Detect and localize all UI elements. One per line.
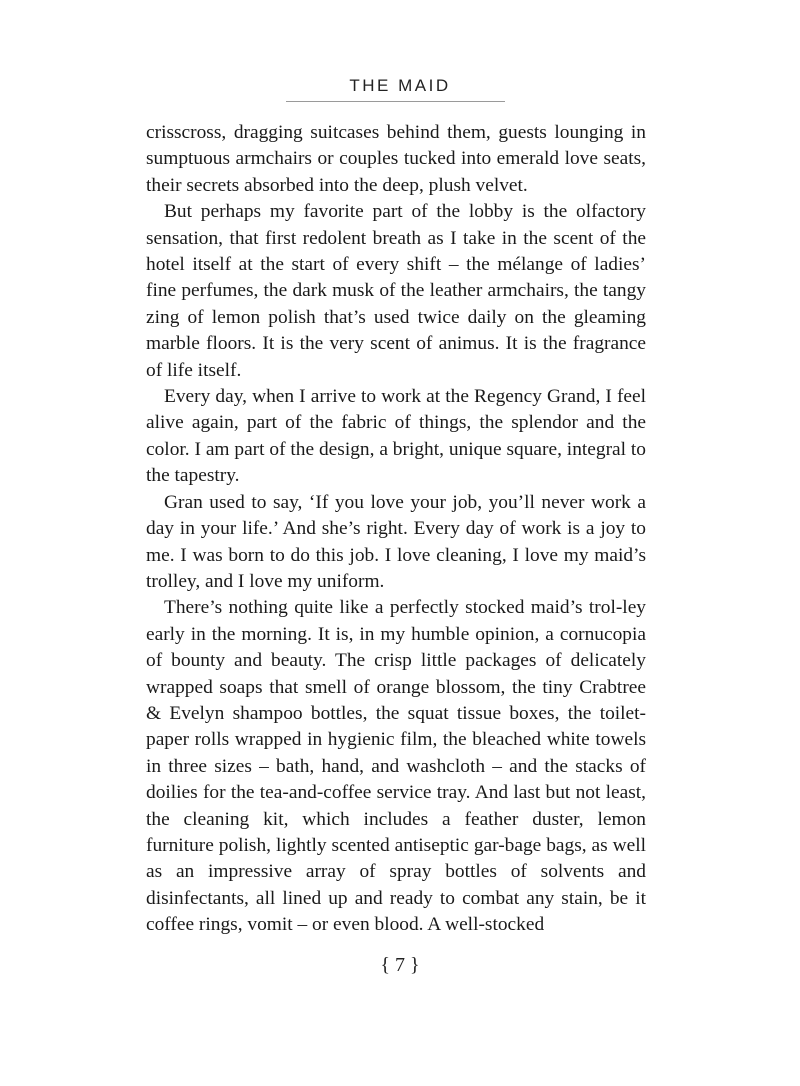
paragraph-2: But perhaps my favorite part of the lobby is the olfactory sensation, that first redolent breath as I take in the scent of the hotel itself at the start of every shift – the mélange of ladies’ fine perfumes, the dark musk of the leather armchairs, the tangy zing of lemon polish that’s used twice daily on the gleaming marble floors. It is the very scent of animus. It is the fragrance of life itself.	[146, 201, 646, 381]
body-text	[146, 120, 646, 939]
paragraph-3: Every day, when I arrive to work at the Regency Grand, I feel alive again, part of the fabric of things, the splendor and the color. I am part of the design, a bright, unique square, integral to the tapestry.	[146, 386, 646, 487]
header-rule	[286, 101, 505, 102]
paragraph-5: There’s nothing quite like a perfectly stocked maid’s trol-ley early in the morning. It is, in my humble opinion, a cornucopia of bounty and beauty. The crisp little packages of delicately wrapped soaps that smell of orange blossom, the tiny Crabtree & Evelyn shampoo bottles, the squat tissue boxes, the toilet-paper rolls wrapped in hygienic film, the bleached white towels in three sizes – bath, hand, and washcloth – and the stacks of doilies for the tea-and-coffee service tray. And last but not least, the cleaning kit, which includes a feather duster, lemon furniture polish, lightly scented antiseptic gar-bage bags, as well as an impressive array of spray bottles of solvents and disinfectants, all lined up and ready to combat any stain, be it coffee rings, vomit – or even blood. A well-stocked	[146, 597, 646, 936]
paragraph-4: Gran used to say, ‘If you love your job, you’ll never work a day in your life.’ And she’s right. Every day of work is a joy to me. I was born to do this job. I love cleaning, I love my maid’s trolley, and I love my uniform.	[146, 491, 646, 592]
running-head-title: THE MAID	[349, 76, 451, 95]
paragraph-1: crisscross, dragging suitcases behind them, guests lounging in sumptuous armchairs or couples tucked into emerald love seats, their secrets absorbed into the deep, plush velvet.	[146, 122, 646, 196]
page-number: { 7 }	[380, 954, 420, 976]
